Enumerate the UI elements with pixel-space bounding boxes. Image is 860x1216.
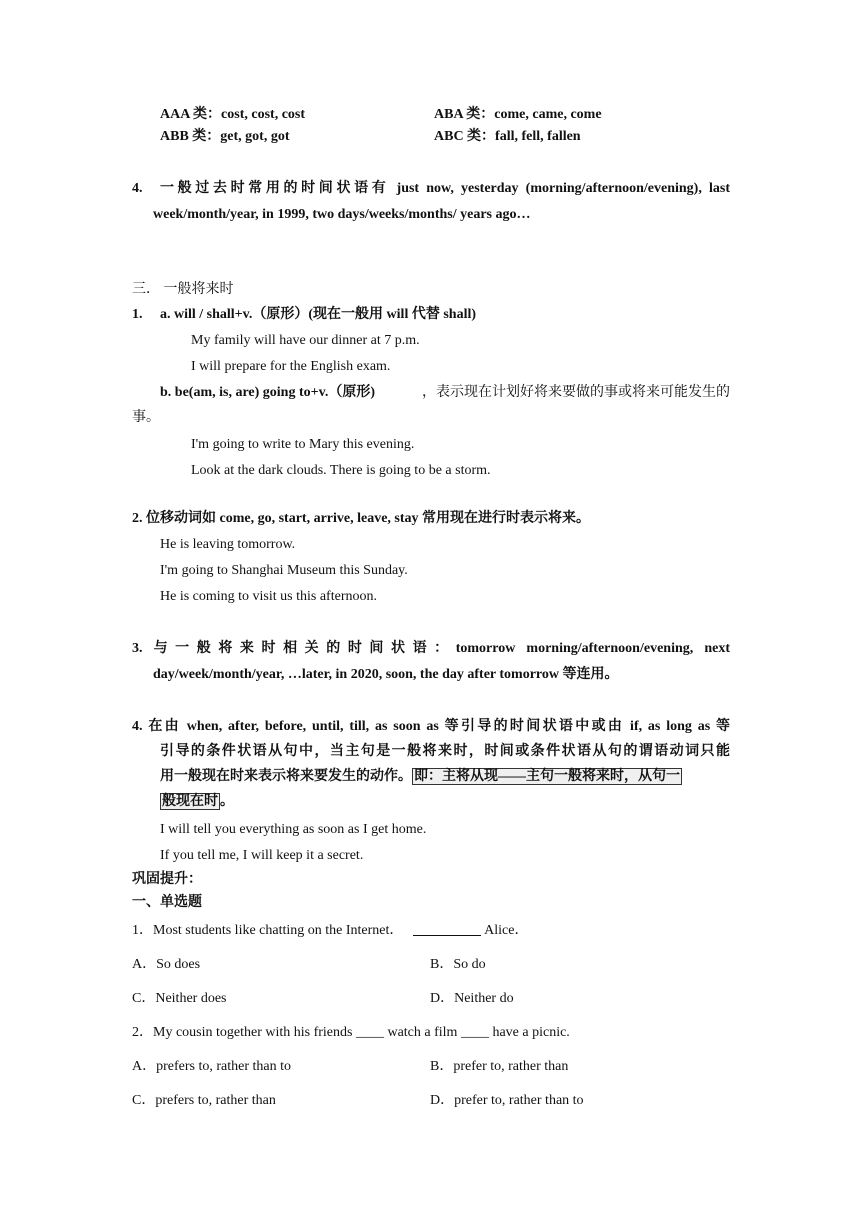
answer-blank[interactable]	[413, 922, 481, 936]
future-item4-example-2: If you tell me, I will keep it a secret.	[160, 848, 364, 863]
future-item2-example-2: I'm going to Shanghai Museum this Sunday.	[160, 563, 408, 578]
practice-heading: 巩固提升：	[132, 872, 202, 887]
question-1-option-a[interactable]: A．So does	[132, 957, 201, 972]
future-item1-a-label: a. will / shall+v.（原形）(现在一般用 will 代替 shall)	[160, 307, 477, 322]
question-1-option-b[interactable]: B．So do	[430, 957, 486, 972]
future-item1-b-line	[160, 384, 730, 402]
question-1-stem-before: 1．Most students like chatting on the Internet．	[132, 923, 404, 938]
question-1-stem-after: Alice．	[481, 923, 529, 938]
question-2-stem: 2．My cousin together with his friends ____ watch a film ____ have a picnic.	[132, 1025, 570, 1040]
future-item4-example-1: I will tell you everything as soon as I get home.	[160, 822, 427, 837]
future-item4-line4-tail: 。	[220, 794, 234, 809]
future-item4-line2: 引导的条件状语从句中，当主句是一般将来时，时间或条件状语从句的谓语动词只能	[160, 744, 730, 759]
rule-highlight-box-end: 般现在时	[162, 794, 218, 809]
pattern-abb: ABB 类：get, got, got	[160, 129, 290, 144]
practice-subheading: 一、单选题	[132, 895, 202, 910]
future-item3-line2: day/week/month/year, …later, in 2020, soon, the day after tomorrow 等连用。	[153, 667, 619, 682]
future-item2-example-1: He is leaving tomorrow.	[160, 537, 296, 552]
question-1-option-c[interactable]: C．Neither does	[132, 991, 227, 1006]
question-1-option-d[interactable]: D．Neither do	[430, 991, 514, 1006]
future-item4-line1: 4. 在由 when, after, before, until, till, as soon as 等引导的时间状语中或由 if, as long as 等	[132, 719, 730, 734]
rule-highlight-box: 即：主将从现——主句一般将来时，从句一	[414, 769, 680, 784]
future-item1-a-example-2: I will prepare for the English exam.	[191, 359, 391, 374]
future-item1-b-desc-1: ，表示现在计划好将来要做的事或将来可能发生的	[422, 385, 730, 400]
future-item2-example-3: He is coming to visit us this afternoon.	[160, 589, 377, 604]
pattern-aaa: AAA 类：cost, cost, cost	[160, 107, 306, 122]
past-item4-line2: week/month/year, in 1999, two days/weeks/months/ years ago…	[153, 207, 531, 222]
question-1-stem	[132, 922, 528, 940]
past-item4-line1: 一般过去时常用的时间状语有 just now, yesterday (morning/afternoon/evening), last	[160, 181, 730, 196]
future-item2: 2. 位移动词如 come, go, start, arrive, leave, stay 常用现在进行时表示将来。	[132, 511, 591, 526]
future-item4-line4	[160, 793, 234, 811]
question-2-option-a[interactable]: A．prefers to, rather than to	[132, 1059, 291, 1074]
future-item1-a-example-1: My family will have our dinner at 7 p.m.	[191, 333, 420, 348]
future-item3-line1: 3. 与一般将来时相关的时间状语：tomorrow morning/afternoon/evening, next	[132, 641, 730, 656]
question-2-option-d[interactable]: D．prefer to, rather than to	[430, 1093, 584, 1108]
future-item1-b-label: b. be(am, is, are) going to+v.（原形)	[160, 385, 375, 400]
future-item1-number: 1.	[132, 307, 143, 322]
pattern-aba: ABA 类：come, came, come	[434, 107, 602, 122]
question-2-option-b[interactable]: B．prefer to, rather than	[430, 1059, 569, 1074]
question-2-option-c[interactable]: C．prefers to, rather than	[132, 1093, 276, 1108]
future-item1-b-example-1: I'm going to write to Mary this evening.	[191, 437, 415, 452]
future-item1-b-desc-2: 事。	[132, 410, 160, 425]
future-item1-b-example-2: Look at the dark clouds. There is going to be a storm.	[191, 463, 491, 478]
future-item4-line3	[160, 768, 682, 786]
future-item4-line3-plain: 用一般现在时来表示将来要发生的动作。	[160, 769, 412, 784]
past-item4-number: 4.	[132, 181, 143, 196]
future-heading: 三． 一般将来时	[132, 282, 234, 297]
pattern-abc: ABC 类：fall, fell, fallen	[434, 129, 581, 144]
